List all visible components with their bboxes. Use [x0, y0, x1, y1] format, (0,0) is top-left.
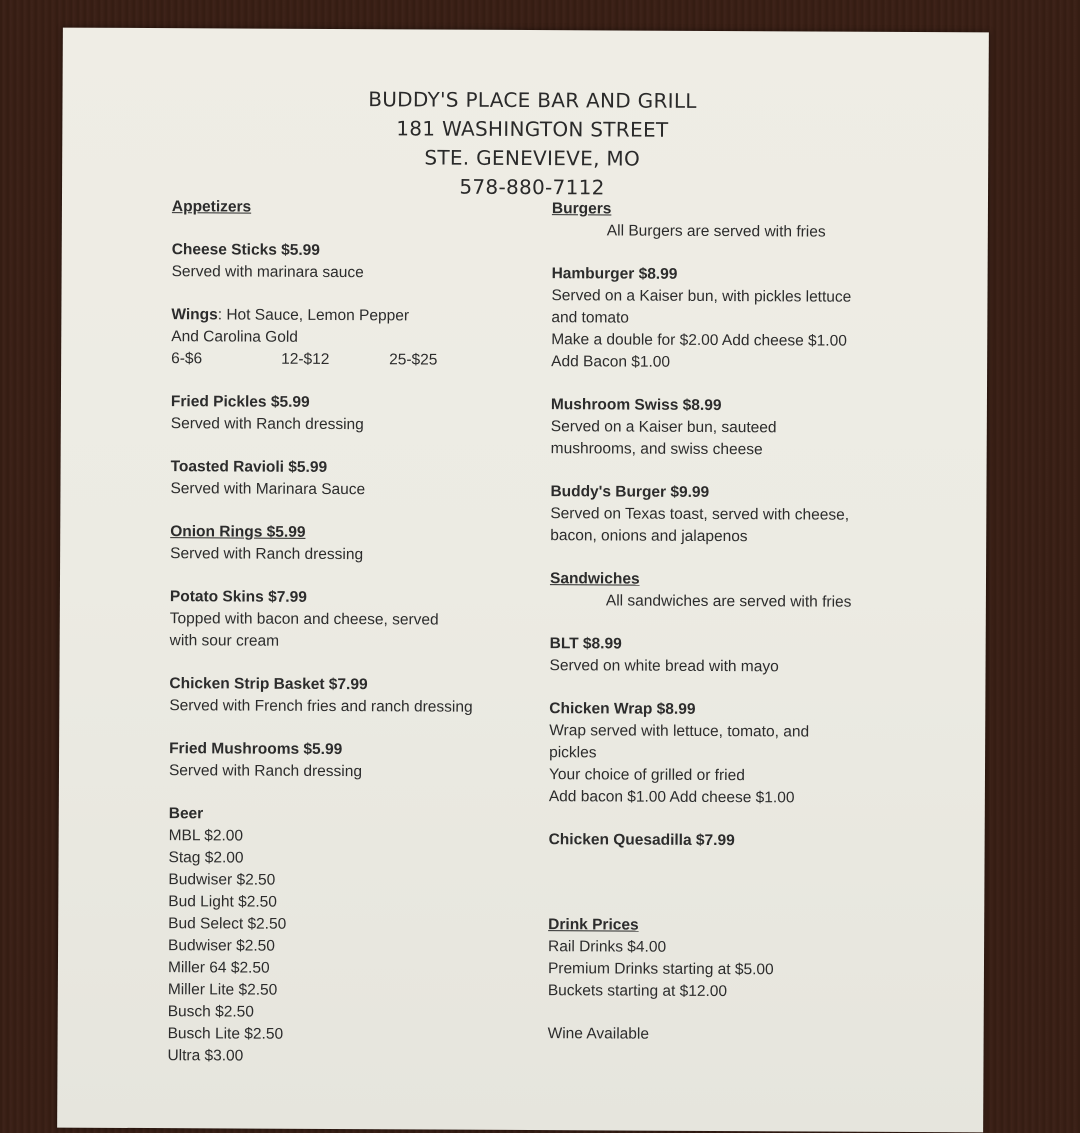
cheese-sticks-name: Cheese Sticks $5.99 — [171, 241, 320, 259]
restaurant-city: STE. GENEVIEVE, MO — [424, 145, 641, 171]
beer-item: Miller 64 $2.50 — [167, 959, 270, 977]
hamburger-name: Hamburger $8.99 — [551, 265, 678, 283]
blt-desc: Served on white bread with mayo — [549, 657, 779, 676]
potato-skins-desc-1: Topped with bacon and cheese, served — [169, 610, 439, 629]
beer-item: Bud Select $2.50 — [168, 915, 287, 933]
hamburger-desc-1: Served on a Kaiser bun, with pickles lettuce — [551, 287, 852, 306]
buddys-burger-desc-2: bacon, onions and jalapenos — [550, 527, 748, 546]
buddys-burger-desc-1: Served on Texas toast, served with cheese, — [550, 505, 850, 524]
chicken-strip-desc: Served with French fries and ranch dressing — [169, 697, 473, 716]
mushroom-swiss-name: Mushroom Swiss $8.99 — [550, 396, 722, 415]
wings-size: 6-$6 — [171, 350, 203, 368]
buddys-burger-name: Buddy's Burger $9.99 — [550, 483, 710, 501]
quesadilla-name: Chicken Quesadilla $7.99 — [548, 831, 735, 850]
wings-name: Wings — [171, 306, 218, 324]
wings-size: 25-$25 — [389, 351, 438, 369]
drink-prices-heading: Drink Prices — [548, 916, 639, 934]
wings-flavors-2: And Carolina Gold — [171, 328, 298, 346]
restaurant-name: BUDDY'S PLACE BAR AND GRILL — [368, 87, 697, 113]
chicken-wrap-desc-3: Your choice of grilled or fried — [548, 766, 745, 785]
hamburger-desc-4: Add Bacon $1.00 — [551, 353, 671, 371]
beer-heading: Beer — [168, 805, 204, 823]
sandwiches-note: All sandwiches are served with fries — [605, 592, 852, 611]
chicken-strip-name: Chicken Strip Basket $7.99 — [169, 675, 368, 694]
fried-mushrooms-desc: Served with Ranch dressing — [168, 762, 363, 781]
potato-skins-desc-2: with sour cream — [169, 632, 280, 650]
wings-size: 12-$12 — [281, 350, 330, 368]
chicken-wrap-desc-1: Wrap served with lettuce, tomato, and — [549, 722, 810, 741]
fried-mushrooms-name: Fried Mushrooms $5.99 — [169, 740, 343, 759]
cheese-sticks-desc: Served with marinara sauce — [171, 263, 364, 282]
burgers-heading: Burgers — [551, 200, 612, 218]
beer-item: Miller Lite $2.50 — [167, 981, 278, 999]
mushroom-swiss-desc-1: Served on a Kaiser bun, sauteed — [550, 418, 777, 437]
drink-item: Rail Drinks $4.00 — [548, 938, 667, 956]
burgers-note: All Burgers are served with fries — [606, 222, 826, 241]
toasted-ravioli-name: Toasted Ravioli $5.99 — [170, 458, 328, 476]
appetizers-heading: Appetizers — [171, 198, 252, 216]
beer-item: Busch Lite $2.50 — [167, 1025, 284, 1043]
hamburger-desc-3: Make a double for $2.00 Add cheese $1.00 — [551, 331, 847, 350]
wine-available: Wine Available — [547, 1025, 650, 1043]
beer-item: Ultra $3.00 — [167, 1047, 244, 1065]
wings-sizes — [171, 348, 531, 372]
restaurant-header — [62, 84, 1003, 205]
fried-pickles-name: Fried Pickles $5.99 — [170, 393, 310, 411]
beer-item: MBL $2.00 — [168, 827, 244, 845]
fried-pickles-desc: Served with Ranch dressing — [170, 415, 364, 434]
chicken-wrap-desc-4: Add bacon $1.00 Add cheese $1.00 — [548, 788, 795, 807]
drink-item: Buckets starting at $12.00 — [547, 982, 728, 1001]
beer-item: Busch $2.50 — [167, 1003, 254, 1021]
drink-item: Premium Drinks starting at $5.00 — [547, 960, 774, 979]
mushroom-swiss-desc-2: mushrooms, and swiss cheese — [550, 440, 763, 459]
menu-sheet — [57, 28, 989, 1133]
beer-item: Budwiser $2.50 — [168, 871, 276, 889]
potato-skins-name: Potato Skins $7.99 — [169, 588, 307, 606]
chicken-wrap-desc-2: pickles — [549, 744, 597, 762]
restaurant-street: 181 WASHINGTON STREET — [396, 116, 669, 142]
toasted-ravioli-desc: Served with Marinara Sauce — [170, 480, 366, 499]
onion-rings-desc: Served with Ranch dressing — [170, 545, 364, 564]
blt-name: BLT $8.99 — [549, 635, 622, 653]
hamburger-desc-2: and tomato — [551, 309, 629, 327]
right-column — [548, 198, 912, 1047]
beer-item: Stag $2.00 — [168, 849, 244, 867]
restaurant-phone: 578-880-7112 — [459, 174, 605, 200]
beer-item: Bud Light $2.50 — [168, 893, 277, 911]
left-column — [167, 196, 532, 1069]
beer-item: Budwiser $2.50 — [168, 937, 275, 955]
onion-rings-name: Onion Rings $5.99 — [170, 523, 306, 541]
sandwiches-heading: Sandwiches — [549, 570, 640, 588]
chicken-wrap-name: Chicken Wrap $8.99 — [549, 700, 696, 718]
wings-flavors-1: : Hot Sauce, Lemon Pepper — [217, 306, 410, 325]
wings-line — [171, 304, 531, 328]
